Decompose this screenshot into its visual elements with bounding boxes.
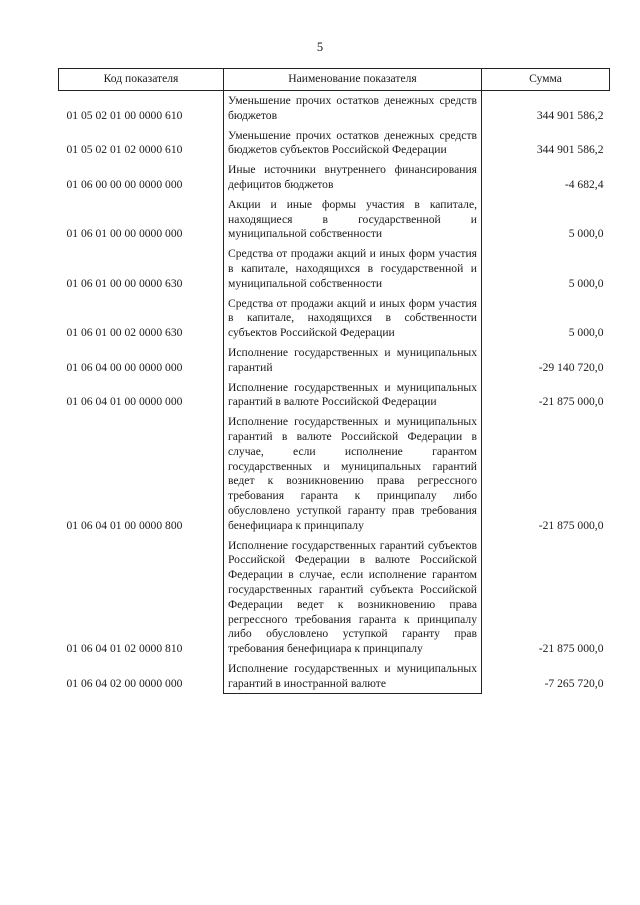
row-sum: -21 875 000,0: [538, 518, 604, 532]
page-number: 5: [316, 40, 324, 54]
row-code: 01 06 00 00 00 0000 000: [66, 177, 183, 191]
row-name: Исполнение государственных и муниципальных гарантий в иностранной валюте: [224, 659, 482, 694]
table-row: [59, 659, 610, 694]
table-row: [59, 160, 610, 195]
table-header-row: [59, 69, 610, 91]
row-name: Исполнение государственных и муниципальных гарантий в валюте Российской Федерации: [224, 378, 482, 413]
row-name: Исполнение государственных и муниципальных гарантий: [224, 343, 482, 378]
header-name: Наименование показателя: [224, 69, 482, 91]
row-sum: 5 000,0: [568, 326, 604, 340]
row-sum: -7 265 720,0: [544, 677, 604, 691]
row-name: Средства от продажи акций и иных форм участия в капитале, находящихся в собственности субъектов Российской Федерации: [224, 294, 482, 343]
budget-sources-table: [58, 68, 610, 694]
row-name: Акции и иные формы участия в капитале, находящиеся в государственной и муниципальной собственности: [224, 195, 482, 244]
row-code: 01 05 02 01 00 0000 610: [66, 108, 183, 122]
table-row: [59, 378, 610, 413]
table-row: [59, 126, 610, 161]
row-sum: -21 875 000,0: [538, 395, 604, 409]
table-row: [59, 343, 610, 378]
row-name: Исполнение государственных и муниципальных гарантий в валюте Российской Федерации в случае, если исполнение гарантом государственных и муниципальных гарантий ведет к возникновению права регрессного требования гаранта к принципалу либо обусловлено уступкой гаранту прав требования бенефициара к принципалу: [224, 412, 482, 535]
row-code: 01 05 02 01 02 0000 610: [66, 143, 183, 157]
row-sum: 344 901 586,2: [536, 143, 604, 157]
row-code: 01 06 01 00 00 0000 630: [66, 276, 183, 290]
table-row: [59, 536, 610, 659]
table-row: [59, 91, 610, 126]
row-sum: -21 875 000,0: [538, 642, 604, 656]
row-name: Уменьшение прочих остатков денежных средств бюджетов: [224, 91, 482, 126]
row-code: 01 06 04 01 02 0000 810: [66, 642, 183, 656]
row-code: 01 06 04 01 00 0000 800: [66, 518, 183, 532]
row-name: Уменьшение прочих остатков денежных средств бюджетов субъектов Российской Федерации: [224, 126, 482, 161]
row-name: Исполнение государственных гарантий субъектов Российской Федерации в валюте Российской Федерации в случае, если исполнение гарантом государственных гарантий субъекта Российской Федерации ведет к возникновению права регрессного требования гаранта к принципалу либо обусловлено уступкой гаранту прав требования бенефициара к принципалу: [224, 536, 482, 659]
row-code: 01 06 04 00 00 0000 000: [66, 360, 183, 374]
table-row: [59, 244, 610, 293]
table-row: [59, 294, 610, 343]
row-name: Средства от продажи акций и иных форм участия в капитале, находящихся в государственной и муниципальной собственности: [224, 244, 482, 293]
row-sum: -29 140 720,0: [538, 360, 604, 374]
row-name: Иные источники внутреннего финансирования дефицитов бюджетов: [224, 160, 482, 195]
row-code: 01 06 01 00 02 0000 630: [66, 326, 183, 340]
row-code: 01 06 01 00 00 0000 000: [66, 227, 183, 241]
header-sum: Сумма: [482, 69, 610, 91]
header-code: Код показателя: [59, 69, 224, 91]
table-row: [59, 195, 610, 244]
row-sum: -4 682,4: [564, 177, 604, 191]
row-sum: 5 000,0: [568, 227, 604, 241]
row-code: 01 06 04 02 00 0000 000: [66, 677, 183, 691]
row-code: 01 06 04 01 00 0000 000: [66, 395, 183, 409]
row-sum: 5 000,0: [568, 276, 604, 290]
table-row: [59, 412, 610, 535]
row-sum: 344 901 586,2: [536, 108, 604, 122]
